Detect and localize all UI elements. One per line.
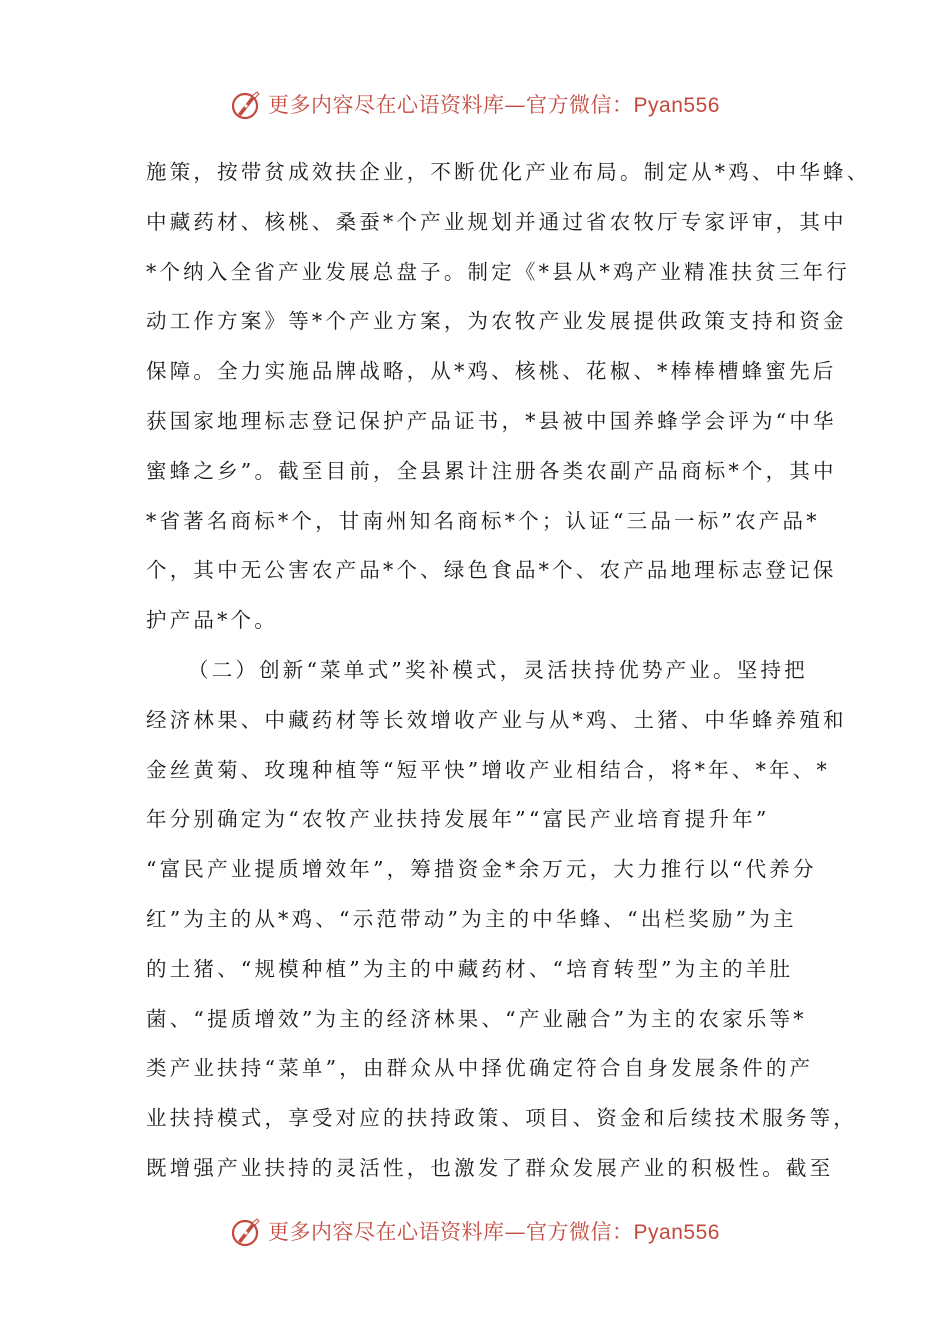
text-line: 年分别确定为“农牧产业扶持发展年”“富民产业培育提升年” bbox=[146, 807, 770, 832]
text-line: *省著名商标*个，甘南州知名商标*个；认证“三品一标”农产品* bbox=[146, 508, 820, 533]
text-line: 既增强产业扶持的灵活性，也激发了群众发展产业的积极性。截至 bbox=[146, 1155, 834, 1180]
pen-nib-logo-icon bbox=[230, 1214, 264, 1248]
text-line: 菌、“提质增效”为主的经济林果、“产业融合”为主的农家乐等* bbox=[146, 1006, 807, 1031]
footer-banner-text: 更多内容尽在心语资料库—官方微信：Pyan556 bbox=[268, 1220, 720, 1244]
text-line: 获国家地理标志登记保护产品证书，*县被中国养蜂学会评为“中华 bbox=[146, 408, 837, 433]
footer-banner bbox=[0, 1211, 950, 1251]
text-line: 的土猪、“规模种植”为主的中藏药材、“培育转型”为主的羊肚 bbox=[146, 956, 794, 981]
text-line: 业扶持模式，享受对应的扶持政策、项目、资金和后续技术服务等， bbox=[146, 1106, 857, 1131]
text-line: 经济林果、中藏药材等长效增收产业与从*鸡、土猪、中华蜂养殖和 bbox=[146, 707, 847, 732]
text-line: 金丝黄菊、玫瑰种植等“短平快”增收产业相结合，将*年、*年、* bbox=[146, 757, 830, 782]
header-wechat-id: Pyan556 bbox=[633, 94, 720, 117]
text-line: 红”为主的从*鸡、“示范带动”为主的中华蜂、“出栏奖励”为主 bbox=[146, 906, 797, 931]
section-heading-line: （二）创新“菜单式”奖补模式，灵活扶持优势产业。坚持把 bbox=[188, 657, 808, 682]
header-banner bbox=[0, 84, 950, 124]
text-line: 个，其中无公害农产品*个、绿色食品*个、农产品地理标志登记保 bbox=[146, 558, 837, 583]
footer-wechat-id: Pyan556 bbox=[633, 1221, 720, 1244]
text-line: *个纳入全省产业发展总盘子。制定《*县从*鸡产业精准扶贫三年行 bbox=[146, 259, 850, 284]
text-line: 中藏药材、核桃、桑蚕*个产业规划并通过省农牧厅专家评审，其中 bbox=[146, 209, 847, 234]
text-line: 蜜蜂之乡”。截至目前，全县累计注册各类农副产品商标*个，其中 bbox=[146, 458, 837, 483]
paragraph-1 bbox=[146, 148, 871, 646]
text-line: 动工作方案》等*个产业方案，为农牧产业发展提供政策支持和资金 bbox=[146, 309, 847, 334]
paragraph-2 bbox=[146, 646, 857, 1194]
document-body bbox=[146, 148, 871, 1194]
header-banner-text: 更多内容尽在心语资料库—官方微信：Pyan556 bbox=[268, 93, 720, 117]
text-line: 护产品*个。 bbox=[146, 608, 278, 633]
text-line: “富民产业提质增效年”，筹措资金*余万元，大力推行以“代养分 bbox=[146, 857, 817, 882]
pen-nib-logo-icon bbox=[230, 87, 264, 121]
text-line: 施策，按带贫成效扶企业，不断优化产业布局。制定从*鸡、中华蜂、 bbox=[146, 160, 871, 184]
text-line: 保障。全力实施品牌战略，从*鸡、核桃、花椒、*棒棒槽蜂蜜先后 bbox=[146, 359, 837, 384]
text-line: 类产业扶持“菜单”，由群众从中择优确定符合自身发展条件的产 bbox=[146, 1056, 814, 1081]
